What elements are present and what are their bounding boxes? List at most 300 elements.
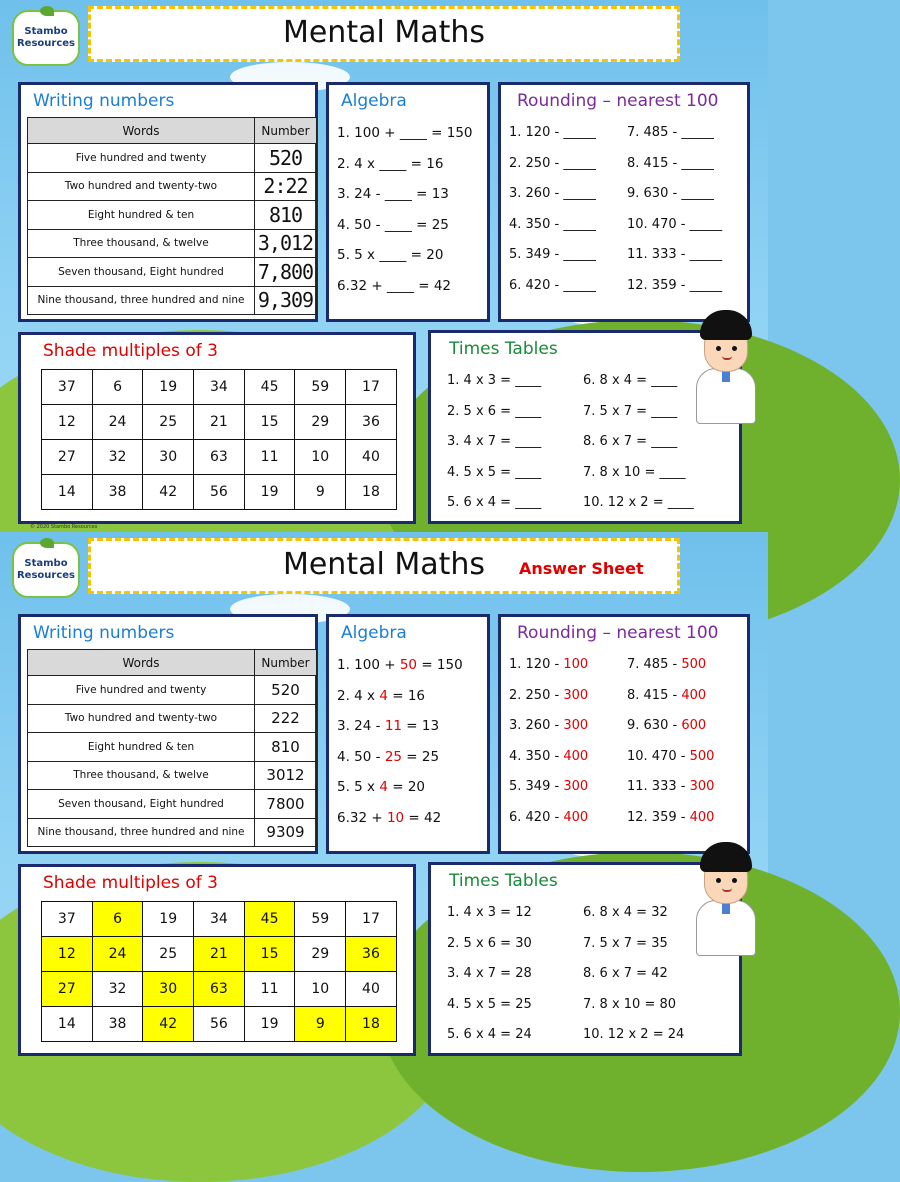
question-text: 4. 5 x 5 =: [447, 464, 516, 480]
answer-blank[interactable]: ____: [379, 247, 407, 264]
table-row: [28, 761, 317, 790]
times-question: [447, 905, 532, 936]
number-grid: [41, 901, 397, 1042]
question-text: 2. 250 -: [509, 155, 564, 171]
number-words-cell: Three thousand, & twelve: [28, 761, 255, 790]
grid-cell[interactable]: 12: [42, 405, 93, 440]
grid-row: [42, 1007, 397, 1042]
writing-numbers-panel: [18, 82, 318, 322]
eye: [716, 346, 721, 351]
number-answer-cell[interactable]: 7800: [255, 790, 317, 819]
panel-title: Writing numbers: [33, 623, 175, 643]
rounding-question: [627, 125, 722, 156]
panel-title: Times Tables: [449, 871, 558, 891]
panel-title: Algebra: [341, 91, 407, 111]
rounding-question: [509, 156, 596, 187]
table-row: [28, 676, 317, 705]
answer-blank[interactable]: ____: [515, 403, 542, 419]
question-result: = 20: [387, 779, 426, 796]
table-row: [28, 172, 317, 201]
grid-cell[interactable]: 27: [42, 440, 93, 475]
grid-cell[interactable]: 36: [346, 937, 397, 972]
answer-blank[interactable]: _____: [689, 277, 723, 293]
question-text: 7. 8 x 10 =: [583, 996, 660, 1012]
number-words-cell: Seven thousand, Eight hundred: [28, 790, 255, 819]
rounding-question: [509, 186, 596, 217]
answer-blank[interactable]: _____: [563, 186, 596, 202]
question-text: 9. 630 -: [627, 718, 682, 734]
answer-blank[interactable]: 24: [667, 1027, 685, 1043]
number-answer-cell[interactable]: 9,309: [255, 286, 317, 315]
grid-cell[interactable]: 15: [244, 937, 295, 972]
times-tables-panel: [428, 330, 742, 524]
grid-row: [42, 440, 397, 475]
algebra-question: [337, 657, 463, 688]
grid-cell[interactable]: 63: [194, 440, 245, 475]
question-text: 5. 349 -: [509, 779, 564, 795]
question-result: = 42: [413, 277, 452, 294]
grid-cell[interactable]: 37: [42, 902, 93, 937]
grid-cell[interactable]: 59: [295, 902, 346, 937]
number-words-cell: Two hundred and twenty-two: [28, 172, 255, 201]
question-text: 7. 485 -: [627, 657, 682, 672]
grid-cell[interactable]: 27: [42, 972, 93, 1007]
algebra-question: [337, 186, 473, 217]
grid-cell[interactable]: 40: [346, 440, 397, 475]
question-text: 1. 120 -: [509, 657, 564, 672]
grid-cell[interactable]: 11: [244, 972, 295, 1007]
answer-blank[interactable]: 500: [681, 657, 707, 672]
question-result: = 42: [404, 809, 442, 826]
answer-blank[interactable]: ____: [515, 464, 542, 480]
times-tables-panel: [428, 862, 742, 1056]
answer-blank[interactable]: _____: [689, 216, 723, 232]
question-text: 6.32 +: [337, 277, 387, 294]
question-result: = 13: [402, 718, 440, 735]
question-text: 3. 24 -: [337, 186, 385, 203]
question-text: 7. 5 x 7 =: [583, 935, 652, 951]
rounding-question: [627, 718, 714, 749]
answer-blank[interactable]: 11: [384, 718, 402, 735]
question-text: 9. 630 -: [627, 186, 682, 202]
rounding-question: [509, 779, 588, 810]
question-text: 8. 415 -: [627, 155, 682, 171]
answer-blank[interactable]: 28: [515, 966, 532, 982]
grid-cell[interactable]: 38: [92, 1007, 143, 1042]
table-row: [28, 201, 317, 230]
grid-cell[interactable]: 56: [194, 475, 245, 510]
answer-blank[interactable]: ____: [379, 155, 407, 172]
question-text: 5. 349 -: [509, 247, 564, 263]
answer-blank[interactable]: 10: [386, 809, 405, 826]
number-words-cell: Nine thousand, three hundred and nine: [28, 818, 255, 847]
writing-numbers-panel: [18, 614, 318, 854]
hair: [700, 310, 752, 340]
question-text: 1. 4 x 3 =: [447, 373, 516, 388]
grid-cell[interactable]: 21: [194, 405, 245, 440]
rounding-column: [509, 125, 596, 309]
question-text: 1. 4 x 3 =: [447, 905, 516, 920]
question-text: 4. 350 -: [509, 748, 564, 764]
algebra-question: [337, 217, 473, 248]
answer-blank[interactable]: ____: [384, 186, 412, 203]
number-words-cell: Eight hundred & ten: [28, 201, 255, 230]
answer-blank[interactable]: _____: [563, 125, 596, 140]
grid-cell[interactable]: 10: [295, 440, 346, 475]
title-banner: [88, 538, 680, 594]
grid-cell[interactable]: 21: [194, 937, 245, 972]
number-words-cell: Seven thousand, Eight hundred: [28, 258, 255, 287]
answer-blank[interactable]: 50: [399, 657, 418, 673]
rounding-column: [627, 125, 722, 309]
times-column: [583, 905, 684, 1058]
shade-multiples-panel: [18, 864, 416, 1056]
panel-title: Rounding – nearest 100: [517, 623, 719, 643]
answer-blank[interactable]: 42: [651, 966, 668, 982]
answer-sheet-label: Answer Sheet: [519, 559, 644, 578]
question-text: 12. 359 -: [627, 809, 690, 825]
grid-row: [42, 370, 397, 405]
copyright-text: © 2020 Stambo Resources: [30, 524, 98, 530]
logo-label: [16, 558, 76, 582]
rounding-question: [509, 810, 588, 841]
grid-cell[interactable]: 14: [42, 475, 93, 510]
answer-blank[interactable]: 25: [384, 748, 402, 765]
grid-cell[interactable]: 42: [143, 475, 194, 510]
answer-blank[interactable]: ____: [515, 373, 542, 388]
grid-cell[interactable]: 14: [42, 1007, 93, 1042]
times-question: [447, 434, 541, 465]
times-question: [583, 997, 684, 1028]
grid-cell[interactable]: 32: [92, 440, 143, 475]
question-text: 1. 100 +: [337, 125, 400, 141]
grid-cell[interactable]: 12: [42, 937, 93, 972]
question-text: 5. 6 x 4 =: [447, 495, 516, 511]
answer-blank[interactable]: 4: [379, 779, 388, 796]
number-answer-cell[interactable]: 810: [255, 201, 317, 230]
question-text: 3. 260 -: [509, 718, 564, 734]
question-text: 7. 8 x 10 =: [583, 464, 660, 480]
rounding-panel: [498, 614, 750, 854]
grid-cell[interactable]: 25: [143, 405, 194, 440]
panel-title: Shade multiples of 3: [43, 341, 218, 361]
question-text: 5. 6 x 4 =: [447, 1027, 516, 1043]
algebra-list: [337, 125, 473, 309]
answer-blank[interactable]: 400: [563, 809, 589, 825]
number-answer-cell[interactable]: 3012: [255, 761, 317, 790]
answer-blank[interactable]: _____: [681, 125, 714, 140]
times-column: [583, 373, 694, 526]
question-text: 10. 12 x 2 =: [583, 495, 668, 511]
answer-blank[interactable]: 12: [515, 905, 532, 920]
shade-multiples-panel: [18, 332, 416, 524]
logo-label: [16, 26, 76, 50]
question-text: 6.32 +: [337, 809, 387, 826]
leaf-icon: [40, 6, 54, 16]
question-text: 1. 120 -: [509, 125, 564, 140]
answer-blank[interactable]: ____: [651, 373, 678, 388]
writing-numbers-table: [27, 649, 317, 847]
algebra-question: [337, 125, 473, 156]
grid-cell[interactable]: 29: [295, 937, 346, 972]
grid-cell[interactable]: 30: [143, 440, 194, 475]
grid-cell[interactable]: 24: [92, 937, 143, 972]
grid-cell[interactable]: 24: [92, 405, 143, 440]
answer-blank[interactable]: _____: [563, 216, 596, 232]
panel-title: Writing numbers: [33, 91, 175, 111]
question-text: 3. 24 -: [337, 718, 385, 735]
question-text: 8. 415 -: [627, 687, 682, 703]
rounding-question: [627, 278, 722, 309]
grid-cell[interactable]: 6: [92, 370, 143, 405]
times-question: [583, 936, 684, 967]
stambo-logo: [12, 542, 80, 598]
grid-cell[interactable]: 40: [346, 972, 397, 1007]
answer-blank[interactable]: 80: [659, 996, 677, 1012]
answer-blank[interactable]: ____: [386, 277, 414, 294]
grid-cell[interactable]: 59: [295, 370, 346, 405]
grid-cell[interactable]: 45: [244, 370, 295, 405]
times-question: [583, 434, 694, 465]
grid-row: [42, 405, 397, 440]
number-answer-cell[interactable]: 520: [255, 676, 317, 705]
number-answer-cell[interactable]: 7,800: [255, 258, 317, 287]
grid-cell[interactable]: 30: [143, 972, 194, 1007]
question-result: = 150: [426, 125, 473, 141]
answer-blank[interactable]: 24: [515, 1027, 532, 1043]
question-text: 5. 5 x: [337, 779, 380, 796]
answer-blank[interactable]: 300: [563, 779, 589, 795]
grid-cell[interactable]: 63: [194, 972, 245, 1007]
answer-blank[interactable]: 4: [379, 687, 388, 704]
question-text: 4. 50 -: [337, 748, 385, 765]
grid-cell[interactable]: 17: [346, 370, 397, 405]
grid-cell[interactable]: 42: [143, 1007, 194, 1042]
grid-cell[interactable]: 9: [295, 475, 346, 510]
grid-cell[interactable]: 17: [346, 902, 397, 937]
number-words-cell: Three thousand, & twelve: [28, 229, 255, 258]
times-question: [447, 997, 532, 1028]
rounding-question: [627, 657, 714, 688]
grid-cell[interactable]: 56: [194, 1007, 245, 1042]
table-header-row: [28, 118, 317, 144]
grid-cell[interactable]: 19: [244, 1007, 295, 1042]
table-row: [28, 258, 317, 287]
answer-blank[interactable]: 300: [563, 718, 589, 734]
number-answer-cell[interactable]: 2:22: [255, 172, 317, 201]
question-text: 6. 420 -: [509, 809, 564, 825]
grid-cell[interactable]: 19: [244, 475, 295, 510]
question-result: = 16: [406, 155, 444, 172]
question-text: 2. 250 -: [509, 687, 564, 703]
number-answer-cell[interactable]: 3,012: [255, 229, 317, 258]
column-header: Number: [255, 650, 317, 676]
algebra-list: [337, 657, 463, 841]
algebra-question: [337, 247, 473, 278]
worksheet-page: [0, 0, 768, 532]
number-words-cell: Eight hundred & ten: [28, 733, 255, 762]
answer-blank[interactable]: ____: [515, 434, 542, 450]
writing-numbers-table: [27, 117, 317, 315]
grid-cell[interactable]: 11: [244, 440, 295, 475]
answer-blank[interactable]: 300: [689, 779, 715, 795]
question-result: = 13: [411, 186, 449, 203]
panel-title: Algebra: [341, 623, 407, 643]
question-text: 2. 5 x 6 =: [447, 403, 516, 419]
rounding-question: [627, 810, 714, 841]
times-question: [447, 404, 541, 435]
answer-blank[interactable]: _____: [681, 186, 714, 202]
grid-cell[interactable]: 25: [143, 937, 194, 972]
question-result: = 20: [406, 247, 444, 264]
question-text: 7. 485 -: [627, 125, 682, 140]
logo-text: Stambo Resources: [16, 558, 76, 581]
grid-cell[interactable]: 45: [244, 902, 295, 937]
table-header-row: [28, 650, 317, 676]
grid-cell[interactable]: 37: [42, 370, 93, 405]
number-answer-cell[interactable]: 222: [255, 704, 317, 733]
question-text: 2. 4 x: [337, 155, 380, 172]
rounding-question: [627, 186, 722, 217]
times-question: [447, 966, 532, 997]
grid-cell[interactable]: 29: [295, 405, 346, 440]
answer-blank[interactable]: _____: [681, 155, 714, 171]
question-text: 3. 260 -: [509, 186, 564, 202]
grid-cell[interactable]: 38: [92, 475, 143, 510]
scientist-boy-illustration: [696, 310, 758, 428]
number-answer-cell[interactable]: 520: [255, 144, 317, 173]
answer-blank[interactable]: 500: [689, 748, 715, 764]
answer-blank[interactable]: _____: [563, 155, 596, 171]
panel-title: Times Tables: [449, 339, 558, 359]
question-text: 3. 4 x 7 =: [447, 966, 516, 982]
panel-title: Rounding – nearest 100: [517, 91, 719, 111]
answer-blank[interactable]: 300: [563, 687, 589, 703]
question-text: 12. 359 -: [627, 277, 690, 293]
rounding-question: [627, 247, 722, 278]
number-answer-cell[interactable]: 9309: [255, 818, 317, 847]
answer-blank[interactable]: ____: [515, 495, 542, 511]
answer-blank[interactable]: ____: [659, 464, 686, 480]
eye: [732, 878, 737, 883]
question-text: 8. 6 x 7 =: [583, 434, 652, 450]
question-result: = 25: [402, 748, 440, 765]
answer-blank[interactable]: _____: [563, 247, 596, 263]
grid-row: [42, 475, 397, 510]
grid-cell[interactable]: 32: [92, 972, 143, 1007]
algebra-question: [337, 779, 463, 810]
answer-blank[interactable]: 100: [563, 657, 589, 672]
question-text: 10. 12 x 2 =: [583, 1027, 668, 1043]
scientist-boy-illustration: [696, 842, 758, 960]
times-question: [447, 465, 541, 496]
times-question: [447, 1027, 532, 1058]
answer-blank[interactable]: ____: [651, 434, 678, 450]
table-row: [28, 704, 317, 733]
title-banner: [88, 6, 680, 62]
answer-blank[interactable]: 32: [651, 905, 668, 920]
answer-blank[interactable]: 400: [681, 687, 707, 703]
answer-sheet-page: [0, 532, 768, 1064]
times-column: [447, 905, 532, 1058]
question-text: 4. 5 x 5 =: [447, 996, 516, 1012]
algebra-question: [337, 156, 473, 187]
answer-blank[interactable]: _____: [689, 247, 723, 263]
grid-cell[interactable]: 15: [244, 405, 295, 440]
question-text: 4. 350 -: [509, 216, 564, 232]
rounding-question: [627, 688, 714, 719]
rounding-question: [509, 278, 596, 309]
answer-blank[interactable]: ____: [651, 403, 678, 419]
answer-blank[interactable]: ____: [384, 216, 412, 233]
table-row: [28, 818, 317, 847]
grid-cell[interactable]: 18: [346, 1007, 397, 1042]
panel-title: Shade multiples of 3: [43, 873, 218, 893]
answer-blank[interactable]: ____: [667, 495, 694, 511]
table-row: [28, 144, 317, 173]
column-header: Words: [28, 650, 255, 676]
answer-blank[interactable]: 25: [515, 996, 532, 1012]
rounding-question: [509, 125, 596, 156]
number-grid: [41, 369, 397, 510]
grid-cell[interactable]: 19: [143, 902, 194, 937]
answer-blank[interactable]: 35: [651, 935, 668, 951]
question-text: 10. 470 -: [627, 748, 690, 764]
grid-cell[interactable]: 34: [194, 370, 245, 405]
grid-cell[interactable]: 18: [346, 475, 397, 510]
answer-blank[interactable]: 30: [515, 935, 532, 951]
grid-cell[interactable]: 6: [92, 902, 143, 937]
rounding-panel: [498, 82, 750, 322]
answer-blank[interactable]: 400: [563, 748, 589, 764]
answer-blank[interactable]: 400: [689, 809, 715, 825]
rounding-question: [509, 688, 588, 719]
grid-cell[interactable]: 10: [295, 972, 346, 1007]
times-question: [447, 495, 541, 526]
times-question: [447, 936, 532, 967]
question-result: = 150: [417, 657, 463, 673]
question-result: = 16: [387, 687, 426, 704]
hair: [700, 842, 752, 872]
question-text: 6. 8 x 4 =: [583, 373, 652, 388]
answer-blank[interactable]: _____: [563, 277, 596, 293]
column-header: Number: [255, 118, 317, 144]
question-text: 5. 5 x: [337, 247, 380, 264]
algebra-question: [337, 688, 463, 719]
times-column: [447, 373, 541, 526]
grid-cell[interactable]: 36: [346, 405, 397, 440]
rounding-question: [627, 779, 714, 810]
page-title: Mental Maths: [282, 15, 486, 50]
times-question: [583, 495, 694, 526]
grid-cell[interactable]: 9: [295, 1007, 346, 1042]
grid-cell[interactable]: 19: [143, 370, 194, 405]
question-text: 11. 333 -: [627, 779, 690, 795]
question-text: 8. 6 x 7 =: [583, 966, 652, 982]
times-question: [583, 373, 694, 404]
answer-blank[interactable]: ____: [399, 125, 427, 141]
answer-blank[interactable]: 600: [681, 718, 707, 734]
question-text: 7. 5 x 7 =: [583, 403, 652, 419]
logo-text: Stambo Resources: [16, 26, 76, 49]
grid-cell[interactable]: 34: [194, 902, 245, 937]
leaf-icon: [40, 538, 54, 548]
question-text: 6. 8 x 4 =: [583, 905, 652, 920]
number-words-cell: Five hundred and twenty: [28, 144, 255, 173]
number-answer-cell[interactable]: 810: [255, 733, 317, 762]
rounding-question: [509, 217, 596, 248]
number-words-cell: Five hundred and twenty: [28, 676, 255, 705]
